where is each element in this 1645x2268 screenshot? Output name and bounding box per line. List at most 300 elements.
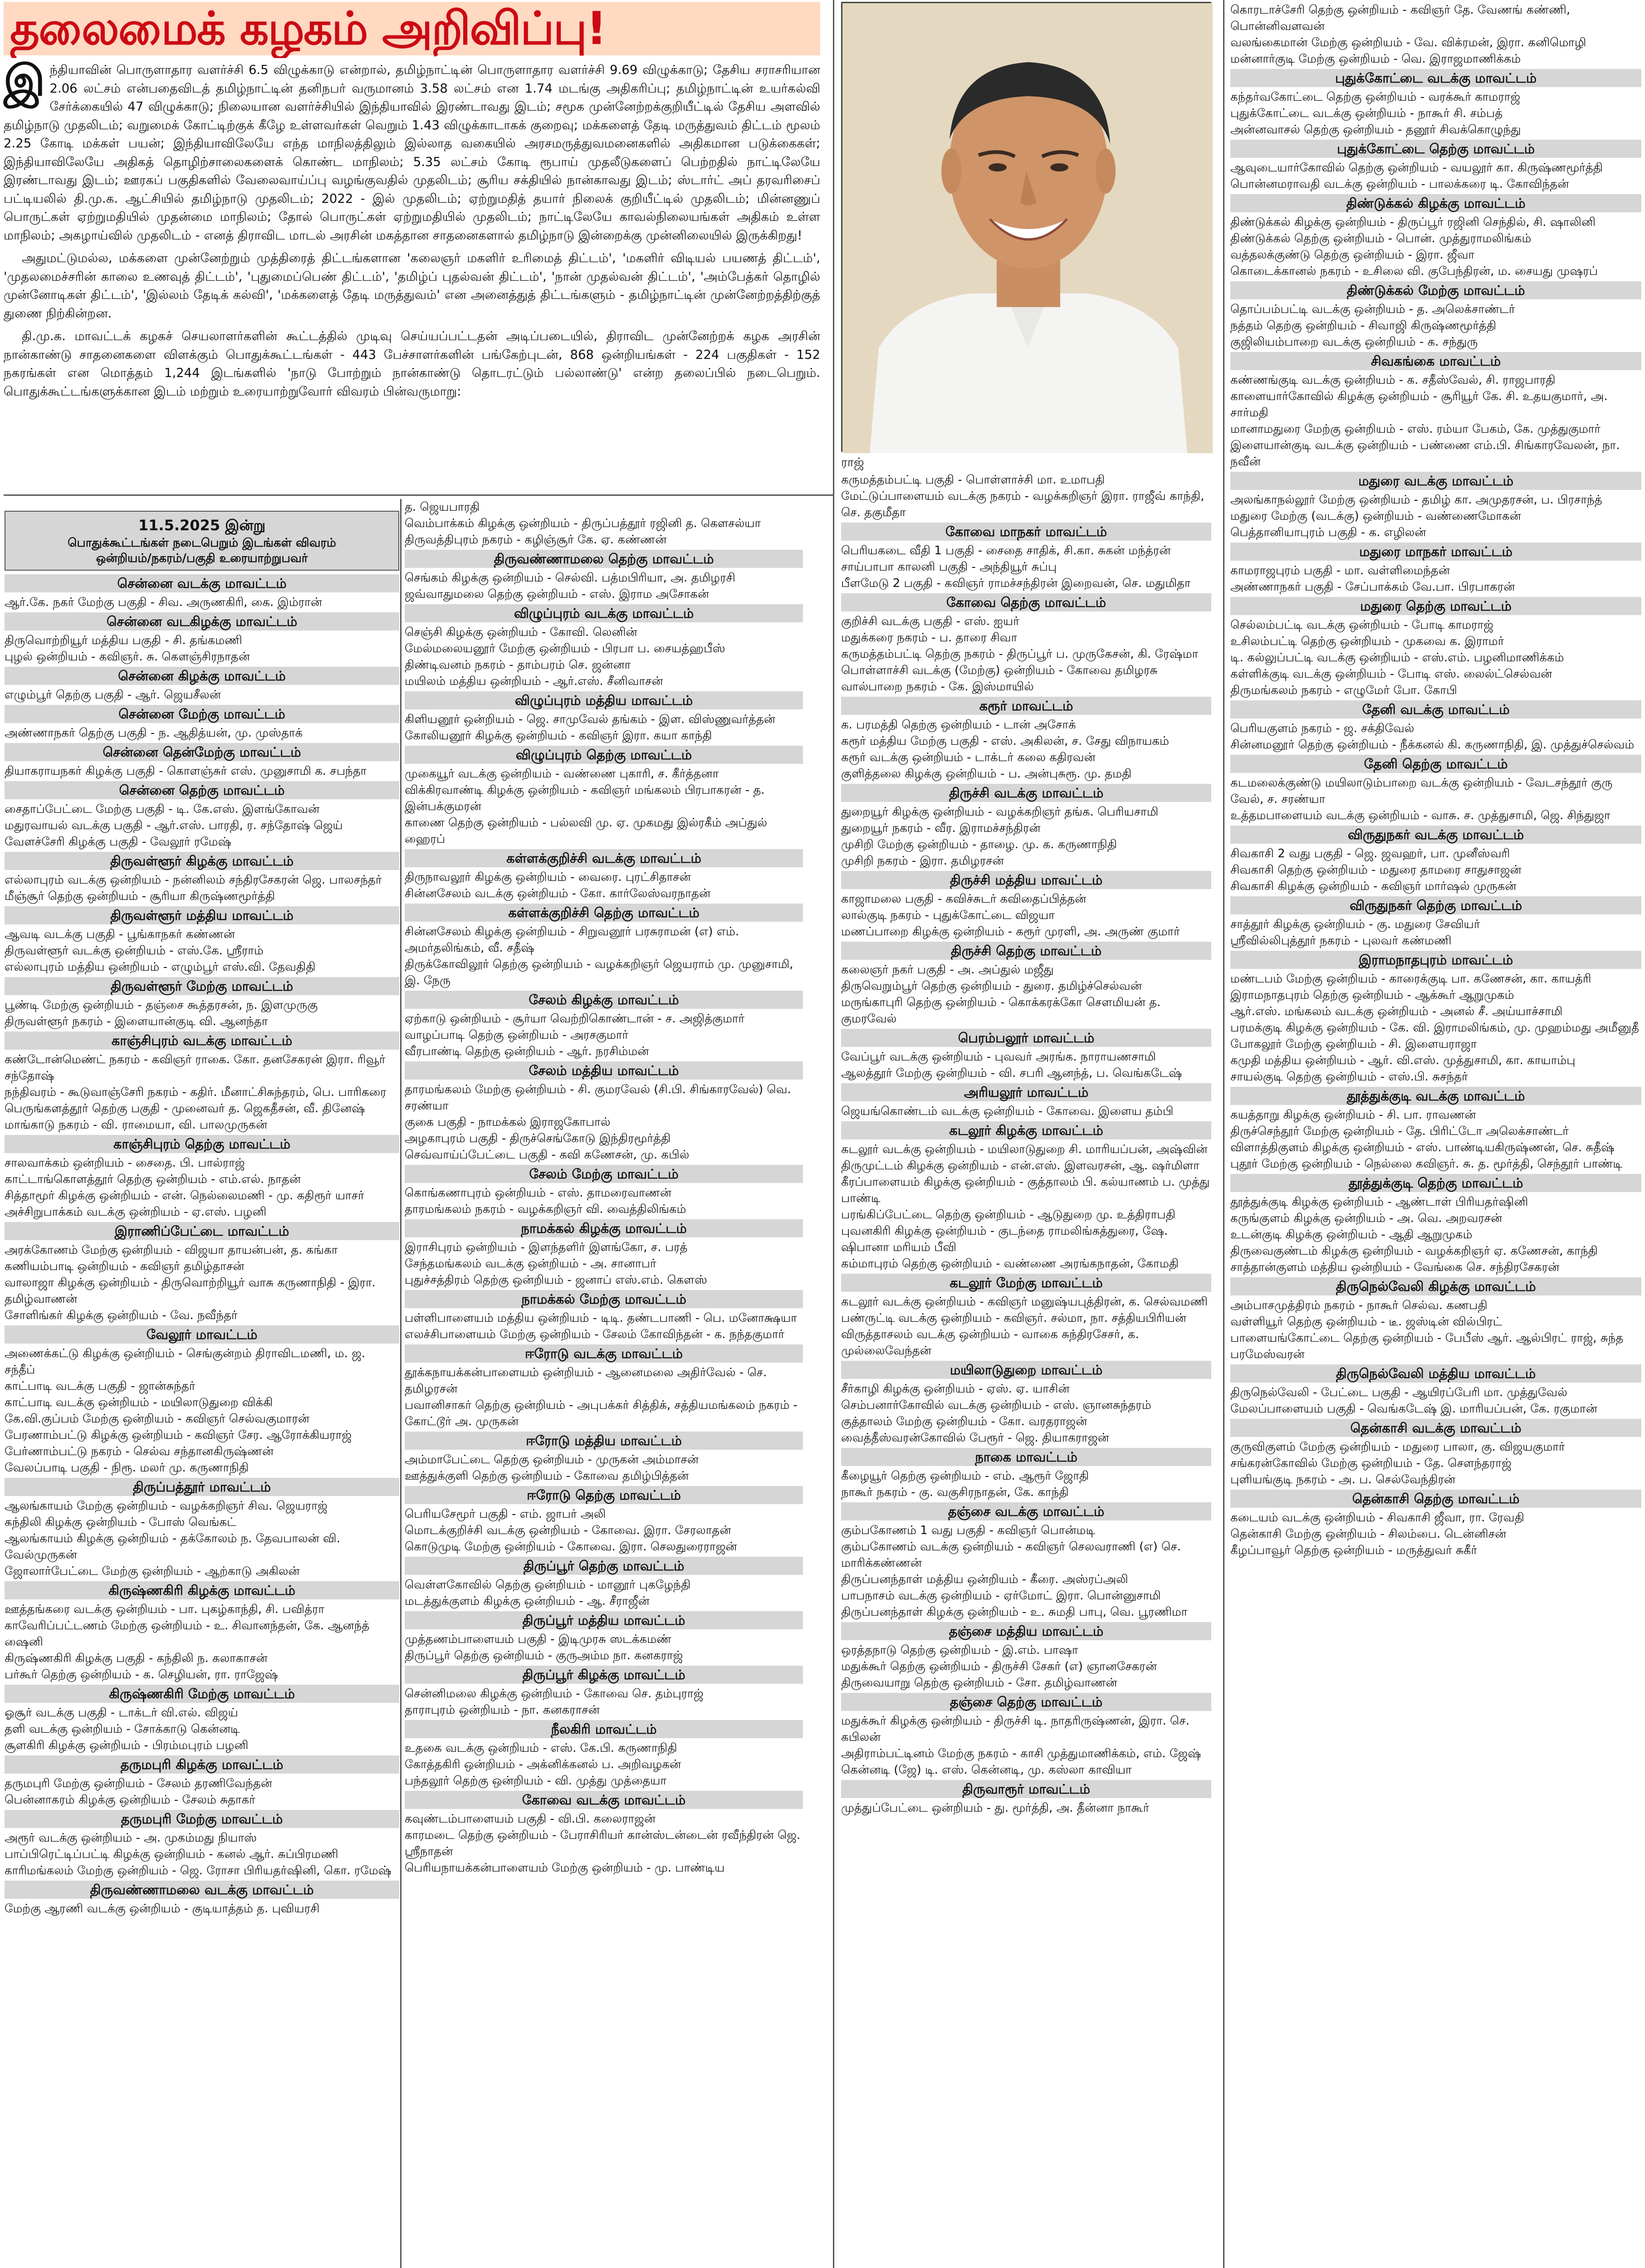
meeting-entry: குத்தாலம் மேற்கு ஒன்றியம் - கோ. வரதராஜன் <box>841 1415 1087 1428</box>
district-heading: விழுப்புரம் தெற்கு மாவட்டம் <box>405 746 803 764</box>
district-heading: திருவள்ளூர் மத்திய மாவட்டம் <box>5 906 399 924</box>
meeting-entry: பெரியகடை வீதி 1 பகுதி - சைதை சாதிக், சி.கா. சுகன் மந்த்ரன் <box>841 544 1171 557</box>
district-heading: அரியலூர் மாவட்டம் <box>841 1083 1211 1101</box>
meeting-entry: ஜோலார்பேட்டை மேற்கு ஒன்றியம் - ஆற்காடு அகிலன் <box>5 1564 300 1578</box>
meeting-entry: காரிமங்கலம் மேற்கு ஒன்றியம் - ஜெ. ரோசா பிரியதர்ஷினி, கொ. ரமேஷ் <box>5 1864 392 1877</box>
meeting-entry: ஆலத்தூர் மேற்கு ஒன்றியம் - வி. சபரி ஆனந்த், ப. வெங்கடேஷ் <box>841 1066 1182 1080</box>
meeting-entry: சாத்தூர் கிழக்கு ஒன்றியம் - கு. மதுரை சேவியர் <box>1230 918 1480 931</box>
meeting-entry: மணப்பாறை கிழக்கு ஒன்றியம் - கரூர் முரளி, அ. அருண் குமார் <box>841 925 1180 938</box>
meeting-entry: திருவொற்றியூர் மத்திய பகுதி - சி. தங்கமணி <box>5 634 242 647</box>
meeting-entry: முசிறி மேற்கு ஒன்றியம் - தாழை. மு. க. கருணாநிதி <box>841 838 1117 851</box>
meeting-entry: புளியங்குடி நகரம் - அ. ப. செல்வேந்திரன் <box>1230 1473 1456 1486</box>
meeting-entry: ஸ்ரீவில்லிபுத்தூர் நகரம் - புலவர் கண்மணி <box>1230 934 1452 948</box>
district-heading: மயிலாடுதுறை மாவட்டம் <box>841 1361 1211 1379</box>
photo-caption: ராஜ் <box>841 455 864 469</box>
district-heading: திருவள்ளூர் கிழக்கு மாவட்டம் <box>5 852 399 870</box>
district-heading: தஞ்சை மத்திய மாவட்டம் <box>841 1622 1211 1640</box>
intro-paragraph-1 <box>4 56 820 244</box>
meeting-entry: புதூர் மேற்கு ஒன்றியம் - நெல்லை கவிஞர். சு. த. மூர்த்தி, செந்தூர் பாண்டி <box>1230 1157 1622 1171</box>
meeting-entry: மதுரவாயல் வடக்கு பகுதி - ஆர்.எஸ். பாரதி, ர. சந்தோஷ் ஜெய் <box>5 819 343 832</box>
schedule-column-4 <box>1230 2 1641 2268</box>
meeting-entry: திருக்கோவிலூர் தெற்கு ஒன்றியம் - வழக்கறிஞர் ஜெயராம் மு. முனுசாமி, இ. நேரு <box>405 958 797 987</box>
district-heading: திருப்பத்தூர் மாவட்டம் <box>5 1478 399 1496</box>
meeting-entry: பவானிசாகர் தெற்கு ஒன்றியம் - அபுபக்கர் சித்திக், சத்தியமங்கலம் நகரம் - கோட்டூர் அ. முருகன் <box>405 1398 802 1428</box>
district-heading: சென்னை வடக்கு மாவட்டம் <box>5 574 399 592</box>
meeting-entry: திருவெறும்பூர் தெற்கு ஒன்றியம் - துரை. தமிழ்ச்செல்வன் <box>841 979 1142 993</box>
meeting-entry: திருவள்ளூர் நகரம் - இளையான்குடி வி. ஆனந்தா <box>5 1015 268 1028</box>
district-heading: இராமநாதபுரம் மாவட்டம் <box>1230 951 1641 969</box>
meeting-entry: காட்டாங்கொளத்தூர் தெற்கு ஒன்றியம் - எம்.எல். நாதன் <box>5 1173 301 1186</box>
meeting-entry: கருங்குளம் கிழக்கு ஒன்றியம் - அ. வெ. அறவரசன் <box>1230 1212 1503 1225</box>
district-heading: கள்ளக்குறிச்சி வடக்கு மாவட்டம் <box>405 849 803 867</box>
meeting-entry: வால்பாறை நகரம் - கே. இஸ்மாயில் <box>841 680 1034 694</box>
meeting-entry: அணைக்கட்டு கிழக்கு ஒன்றியம் - செங்குன்றம் திராவிடமணி, ம. ஜ. சந்தீப் <box>5 1347 369 1377</box>
district-heading: தென்காசி வடக்கு மாவட்டம் <box>1230 1419 1641 1437</box>
meeting-entry: திருச்செந்தூர் மேற்கு ஒன்றியம் - தே. பிரிட்டோ அலெக்சாண்டர் <box>1230 1124 1569 1138</box>
divider-horizontal <box>4 494 833 496</box>
meeting-entry: மேற்கு ஆரணி வடக்கு ஒன்றியம் - குடியாத்தம் த. புவியரசி <box>5 1902 320 1916</box>
meeting-entry: கமுதி மத்திய ஒன்றியம் - ஆர். வி.எஸ். முத்துசாமி, கா. காயாம்பு <box>1230 1054 1576 1067</box>
meeting-entry: வாழப்பாடி தெற்கு ஒன்றியம் - அரசகுமார் <box>405 1028 628 1042</box>
meeting-entry: ஓசூர் வடக்கு பகுதி - டாக்டர் வி.எல். விஜய் <box>5 1706 238 1720</box>
district-heading: திண்டுக்கல் மேற்கு மாவட்டம் <box>1230 281 1641 299</box>
meeting-entry: கீழையூர் தெற்கு ஒன்றியம் - எம். ஆரூர் ஜோதி <box>841 1469 1089 1483</box>
district-heading: காஞ்சிபுரம் தெற்கு மாவட்டம் <box>5 1135 399 1153</box>
meeting-entry: குளித்தலை கிழக்கு ஒன்றியம் - ப. அன்புசுரூ. மு. தமதி <box>841 767 1132 781</box>
meeting-entry: த. ஜெயபாரதி <box>405 500 480 514</box>
meeting-entry: உதகை வடக்கு ஒன்றியம் - எஸ். கே.பி. கருணாநிதி <box>405 1741 677 1755</box>
meeting-entry: கே.வி.குப்பம் மேற்கு ஒன்றியம் - கவிஞர் செல்வகுமாரன் <box>5 1412 310 1426</box>
meeting-entry: அச்சிறுபாக்கம் வடக்கு ஒன்றியம் - ஏ.எஸ். பழனி <box>5 1205 267 1219</box>
meeting-entry: செம்பனார்கோவில் வடக்கு ஒன்றியம் - எஸ். ஞானசுந்தரம் <box>841 1398 1151 1412</box>
meeting-entry: கள்ளிக்குடி வடக்கு ஒன்றியம் - போடி எஸ். லைல்ட்செல்வன் <box>1230 667 1552 681</box>
meeting-entry: வள்ளியூர் தெற்கு ஒன்றியம் - டீ. ஜஸ்டின் வில்பிரட் <box>1230 1315 1503 1329</box>
meeting-entry: சேந்தமங்கலம் வடக்கு ஒன்றியம் - அ. சானாபர் <box>405 1257 656 1271</box>
meeting-entry: சங்கரன்கோவில் மேற்கு ஒன்றியம் - தே. சௌந்தராஜ் <box>1230 1457 1512 1470</box>
meeting-entry: பெரியகுளம் நகரம் - ஜ. சக்திவேல் <box>1230 722 1415 735</box>
meeting-entry: பேர்ணாம்பட்டு நகரம் - செல்வ சந்தானகிருஷ்ணன் <box>5 1445 274 1458</box>
meeting-entry: கருமத்தம்பட்டி பகுதி - பொள்ளாச்சி மா. உமாபதி <box>841 473 1105 487</box>
schedule-date-title: 11.5.2025 இன்று <box>138 517 266 534</box>
district-heading: சேலம் கிழக்கு மாவட்டம் <box>405 991 803 1009</box>
meeting-entry: கிளியனூர் ஒன்றியம் - ஜெ. சாமுவேல் தங்கம் - இள. விஸ்ணுவர்த்தன் <box>405 713 775 726</box>
meeting-entry: காளையார்கோவில் கிழக்கு ஒன்றியம் - சூரியூர் கே. சி. உதயகுமார், அ. சார்மதி <box>1230 390 1611 420</box>
meeting-entry: மதுக்கூர் தெற்கு ஒன்றியம் - திருச்சி சேகர் (எ) ஞானசேகரன் <box>841 1660 1157 1673</box>
district-heading: புதுக்கோட்டை தெற்கு மாவட்டம் <box>1230 140 1641 158</box>
meeting-entry: குகை பகுதி - நாமக்கல் இராஜகோபால் <box>405 1115 611 1129</box>
meeting-entry: மருங்காபுரி தெற்கு ஒன்றியம் - கொக்கரக்கோ சௌமியன் த. குமரவேல் <box>841 996 1165 1026</box>
meeting-entry: இராமநாதபுரம் தெற்கு ஒன்றியம் - ஆக்கூர் ஆறுமுகம் <box>1230 988 1514 1002</box>
meeting-entry: குறிச்சி வடக்கு பகுதி - எஸ். ஐயர் <box>841 615 1019 628</box>
meeting-entry: தளி வடக்கு ஒன்றியம் - சோக்காடு கென்னடி <box>5 1722 240 1736</box>
meeting-entry: அண்ணாநகர் பகுதி - சேப்பாக்கம் வே.பா. பிரபாகரன் <box>1230 580 1515 594</box>
meeting-entry: மண்டபம் மேற்கு ஒன்றியம் - காரைக்குடி பா. கணேசன், கா. காயத்ரி <box>1230 972 1591 986</box>
meeting-entry: சின்னசேலம் கிழக்கு ஒன்றியம் - சிறுவனூர் பரசுராமன் (எ) எம். அமர்தலிங்கம், வீ. சதீஷ் <box>405 925 743 955</box>
meeting-entry: கடமலைக்குண்டு மயிலாடும்பாறை வடக்கு ஒன்றியம் - வேடசந்தூர் குரு வேல், ச. சரண்யா <box>1230 776 1616 806</box>
meeting-entry: ஆவடி வடக்கு பகுதி - பூங்காநகர் கண்ணன் <box>5 928 235 941</box>
meeting-entry: சின்னமனூர் தெற்கு ஒன்றியம் - நீக்கனல் கி. கருணாநிதி, இ. முத்துச்செல்வம் <box>1230 738 1635 752</box>
district-heading: திருநெல்வேலி மத்திய மாவட்டம் <box>1230 1364 1641 1383</box>
meeting-entry: செல்லம்பட்டி வடக்கு ஒன்றியம் - போடி காமராஜ் <box>1230 618 1493 632</box>
meeting-entry: திருநெல்வேலி - பேட்டை பகுதி - ஆயிரப்பேரி மா. முத்துவேல் <box>1230 1386 1567 1399</box>
meeting-entry: வேலப்பாடி பகுதி - நிரூ. மலர் மு. கருணாநிதி <box>5 1461 249 1475</box>
meeting-entry: கொடுமுடி மேற்கு ஒன்றியம் - கோவை. இரா. செலதுரைராஜன் <box>405 1540 737 1554</box>
meeting-entry: அம்மாபேட்டை தெற்கு ஒன்றியம் - முருகன் அம்மாசன் <box>405 1453 699 1466</box>
meeting-entry: மதுக்கூர் கிழக்கு ஒன்றியம் - திருச்சி டி. நாதரிருஷ்ணன், இரா. செ. கபிலன் <box>841 1714 1194 1744</box>
meeting-entry: தொப்பம்பட்டி வடக்கு ஒன்றியம் - த. அலெக்சாண்டர் <box>1230 303 1515 316</box>
meeting-entry: அரூர் வடக்கு ஒன்றியம் - அ. முகம்மது நியாஸ் <box>5 1831 257 1845</box>
district-heading: மதுரை தெற்கு மாவட்டம் <box>1230 597 1641 615</box>
district-heading: திருவாரூர் மாவட்டம் <box>841 1780 1211 1798</box>
meeting-entry: கம்மாபுரம் தெற்கு ஒன்றியம் - வண்ணை அரங்கநாதன், கோமதி <box>841 1257 1179 1271</box>
meeting-entry: மானாமதுரை மேற்கு ஒன்றியம் - எஸ். ரம்யா பேகம், கே. முத்துகுமார் <box>1230 422 1601 436</box>
meeting-entry: கரூர் வடக்கு ஒன்றியம் - டாக்டர் கலை கதிரவன் <box>841 751 1096 764</box>
meeting-entry: உடன்குடி கிழக்கு ஒன்றியம் - ஆதி ஆறுமுகம் <box>1230 1228 1473 1242</box>
district-heading: தூத்துக்குடி வடக்கு மாவட்டம் <box>1230 1087 1641 1105</box>
district-heading: தூத்துக்குடி தெற்கு மாவட்டம் <box>1230 1174 1641 1192</box>
meeting-entry: மன்னார்குடி மேற்கு ஒன்றியம் - வெ. இராஜமாணிக்கம் <box>1230 52 1521 66</box>
meeting-entry: பெரியநாயக்கன்பாளையம் மேற்கு ஒன்றியம் - மு. பாண்டிய <box>405 1861 725 1875</box>
district-heading: நாகை மாவட்டம் <box>841 1448 1211 1466</box>
meeting-entry: திருவள்ளூர் வடக்கு ஒன்றியம் - எஸ்.கே. ஸ்ரீராம் <box>5 944 264 958</box>
meeting-entry: கணியம்பாடி ஒன்றியம் - கவிஞர் தமிழ்தாசன் <box>5 1260 245 1273</box>
district-heading: விழுப்புரம் வடக்கு மாவட்டம் <box>405 604 803 622</box>
intro-paragraph-1-text: ந்தியாவின் பொருளாதார வளர்ச்சி 6.5 விழுக்காடு என்றால், தமிழ்நாட்டின் பொருளாதார வளர்ச்சி 9.69 விழுக்காடு; தேசிய சராசரியான 2.06 லட்சம் என்பதைவிடத் தமிழ்நாட்டின் தனிநபர் வருமானம் 3.58 லட்சம் என 1.74 மடங்கு அதிகரிப்பு; தமிழ்நாட்டின் உயர்கல்வி சேர்க்கையில் 47 விழுக்காடு; நிலையான வளர்ச்சியில் இந்தியாவில் இரண்டாவது இடம்; சமூக முன்னேற்றக்குறியீட்டில் தேசிய அளவில் தமிழ்நாடு முதலிடம்; வறுமைக் கோட்டிற்குக் கீழே உள்ளவர்கள் வெறும் 1.43 விழுக்காடாகக் குறைவு; மக்களைத் தேடி மருத்துவம் திட்டம் மூலம் 2.25 கோடி மக்கள் பயன்; இந்தியாவிலேயே எந்த மாநிலத்திலும் இல்லாத வகையில் அரசமருத்துவமனைகளில் அதிகமான படுக்கைகள்; இந்தியாவிலேயே அதிகத் தொழிற்சாலைகளைக் கொண்ட மாநிலம்; 5.35 லட்சம் கோடி ரூபாய் முதலீடுகளைப் பெற்றதில் நாட்டிலேயே இரண்டாவது இடம்; ஊரகப் பகுதிகளில் வேலைவாய்ப்பு வழங்குவதில் முதலிடம்; சூரிய சக்தியில் நான்காவது இடம்; ஸ்டார்ட் அப் தரவரிசைப் பட்டியலில் தி.மு.க. ஆட்சியில் தமிழ்நாடு முதலிடம்; 2022 - இல் முதலிடம்; ஏற்றுமதித் தயார் நிலைக் குறியீட்டில் முதலிடம்; மின்னணுப் பொருட்கள் ஏற்றுமதியில் முதன்மை மாநிலம்; தோல் பொருட்கள் ஏற்றுமதியில் முதலிடம்; நாட்டிலேயே காவல்நிலையங்கள் அதிகம் உள்ள மாநிலம்; அகழாய்வில் முதலிடம் - எனத் திராவிட மாடல் அரசின் மகத்தான சாதனைகளால் தமிழ்நாடு இன்றைக்கு முன்னிலையில் இருக்கிறது! <box>4 63 820 243</box>
meeting-entry: திண்டுக்கல் தெற்கு ஒன்றியம் - பொன். முத்துராமலிங்கம் <box>1230 232 1532 245</box>
meeting-entry: கிருஷ்ணகிரி கிழக்கு பகுதி - கந்திலி ந. கலாகாசன் <box>5 1652 268 1665</box>
meeting-entry: திருமங்கலம் நகரம் - எழுமேர் போ. கோபி <box>1230 684 1457 697</box>
meeting-entry: மொடக்குறிச்சி வடக்கு ஒன்றியம் - கோவை. இரா. சேரலாதன் <box>405 1524 731 1537</box>
meeting-entry: லால்குடி நகரம் - புதுக்கோட்டை விஜயா <box>841 909 1055 922</box>
district-heading: திருவண்ணாமலை தெற்கு மாவட்டம் <box>405 550 803 568</box>
meeting-entry: மேட்டுப்பாளையம் வடக்கு நகரம் - வழக்கறிஞர் இரா. ராஜீவ் காந்தி, செ. தகுமீதா <box>841 489 1208 519</box>
meeting-entry: குஜிலியம்பாறை வடக்கு ஒன்றியம் - க. சந்துரு <box>1230 335 1478 349</box>
district-heading: சேலம் மேற்கு மாவட்டம் <box>405 1165 803 1183</box>
meeting-entry: அலங்காநல்லூர் மேற்கு ஒன்றியம் - தமிழ் கா. அமுதரசன், ப. பிரசாந்த் <box>1230 493 1602 507</box>
district-heading: திருப்பூர் கிழக்கு மாவட்டம் <box>405 1666 803 1684</box>
meeting-entry: வீரபாண்டி தெற்கு ஒன்றியம் - ஆர். நரசிம்மன் <box>405 1045 649 1058</box>
meeting-entry: பண்ருட்டி வடக்கு ஒன்றியம் - கவிஞர். சல்மா, நா. சத்தியபிரியன் <box>841 1311 1187 1325</box>
district-heading: விழுப்புரம் மத்திய மாவட்டம் <box>405 691 803 709</box>
meeting-entry: பெத்தானியாபுரம் பகுதி - க. எழிலன் <box>1230 526 1426 539</box>
district-heading: கிருஷ்ணகிரி கிழக்கு மாவட்டம் <box>5 1581 399 1599</box>
meeting-entry: சாத்தான்குளம் மத்திய ஒன்றியம் - வேங்கை செ. சந்திரசேகரன் <box>1230 1261 1560 1274</box>
district-heading: தருமபுரி மேற்கு மாவட்டம் <box>5 1810 399 1828</box>
meeting-entry: மதுக்கரை நகரம் - ப. தாரை சிவா <box>841 631 1018 645</box>
meeting-entry: சைதாப்பேட்டை மேற்கு பகுதி - டி. கே.எஸ். இளங்கோவன் <box>5 802 320 816</box>
meeting-entry: வாலாஜா கிழக்கு ஒன்றியம் - திருவொற்றியூர் வாசு கருணாநிதி - இரா. தமிழ்வாணன் <box>5 1276 380 1306</box>
meeting-entry: விளாத்திகுளம் கிழக்கு ஒன்றியம் - எஸ். பாண்டியகிருஷ்ணன், செ. சுதீஷ் <box>1230 1141 1615 1154</box>
meeting-entry: சிவகாசி 2 வது பகுதி - ஜெ. ஜவஹர், பா. முனீஸ்வரி <box>1230 847 1510 860</box>
meeting-entry: திண்டிவனம் நகரம் - தாம்பரம் செ. ஜன்னா <box>405 658 631 672</box>
meeting-entry: கடையம் வடக்கு ஒன்றியம் - சிவகாசி ஜீவா, ரா. ரேவதி <box>1230 1511 1524 1525</box>
meeting-entry: தாரமங்கலம் மேற்கு ஒன்றியம் - சி. குமரவேல் (சி.பி. சிங்காரவேல்) வெ. சரண்யா <box>405 1083 795 1113</box>
meeting-entry: கடலூர் வடக்கு ஒன்றியம் - மயிலாடுதுறை சி. மாரியப்பன், அஷ்வின் <box>841 1143 1208 1156</box>
meeting-entry: இளையான்குடி வடக்கு ஒன்றியம் - பண்ணை எம்.பி. சிங்காரவேலன், நா. நவீன் <box>1230 439 1624 469</box>
district-heading: தென்காசி தெற்கு மாவட்டம் <box>1230 1490 1641 1508</box>
district-heading: வேலூர் மாவட்டம் <box>5 1325 399 1344</box>
schedule-header <box>5 511 399 571</box>
meeting-entry: உசிலம்பட்டி தெற்கு ஒன்றியம் - முகவை க. இராமர் <box>1230 635 1504 648</box>
district-heading: திருப்பூர் தெற்கு மாவட்டம் <box>405 1557 803 1575</box>
meeting-entry: ஜெயங்கொண்டம் வடக்கு ஒன்றியம் - கோவை. இளைய தம்பி <box>841 1105 1174 1118</box>
meeting-entry: பாபநாசம் வடக்கு ஒன்றியம் - ஏர்மோட் இரா. பொன்னுசாமி <box>841 1589 1161 1603</box>
meeting-entry: ஆர்.கே. நகர் மேற்கு பகுதி - சிவ. அருணகிரி, கை. இம்ரான் <box>5 596 322 609</box>
district-heading: ஈரோடு தெற்கு மாவட்டம் <box>405 1486 803 1504</box>
meeting-entry: பூண்டி மேற்கு ஒன்றியம் - தஞ்சை கூத்தரசன், ந. இளமுருகு <box>5 998 318 1012</box>
meeting-entry: திருப்பனந்தாள் கிழக்கு ஒன்றியம் - உ. சுமதி பாபு, வெ. பூரணிமா <box>841 1605 1188 1619</box>
column-divider-2 <box>833 0 834 2268</box>
meeting-entry: காரமடை தெற்கு ஒன்றியம் - பேராசிரியர் கான்ஸ்டன்டைன் ரவீந்திரன் ஜெ. ஸ்ரீநாதன் <box>405 1828 804 1858</box>
meeting-entry: சாயல்குடி தெற்கு ஒன்றியம் - எஸ்.பி. சுசந்தர் <box>1230 1070 1468 1084</box>
meeting-entry: அழகாபுரம் பகுதி - திருச்செங்கோடு இந்திரமூர்த்தி <box>405 1132 671 1145</box>
meeting-entry: நந்திவரம் - கூடுவாஞ்சேரி நகரம் - கதிர். மீனாட்சிசுந்தரம், பெ. பாரிகரை <box>5 1085 387 1099</box>
intro-paragraph-2: அதுமட்டுமல்ல, மக்களை முன்னேற்றும் முத்திரைத் திட்டங்களான 'கலைஞர் மகளிர் உரிமைத் திட்டம்', 'மகளிர் விடியல் பயணத் திட்டம்', 'முதலமைச்சரின் காலை உணவுத் திட்டம்', 'புதுமைப்பெண் திட்டம்', 'தமிழ்ப் புதல்வன் திட்டம்', 'நான் முதல்வன் திட்டம்', 'அம்பேத்கர் தொழில் முன்னோடிகள் திட்டம்', 'இல்லம் தேடிக் கல்வி', 'மக்களைத் தேடி மருத்துவம்' என அனைத்துத் திட்டங்களும் - தமிழ்நாட்டின் முன்னேற்றத்திற்குத் துணை நிற்கின்றன. <box>4 251 820 321</box>
district-heading: சென்னை கிழக்கு மாவட்டம் <box>5 667 399 685</box>
district-heading: தேனி தெற்கு மாவட்டம் <box>1230 755 1641 773</box>
schedule-column-labels: ஒன்றியம்/நகரம்/பகுதி உரையாற்றுபவர் <box>96 552 308 565</box>
meeting-entry: திருப்பூர் தெற்கு ஒன்றியம் - குருஅம்ம நா. கனகராஜ் <box>405 1649 683 1662</box>
meeting-entry: ஊத்தங்கரை வடக்கு ஒன்றியம் - பா. புகழ்காந்தி, சி. பவித்ரா <box>5 1603 325 1616</box>
meeting-entry: மடத்துக்குளம் கிழக்கு ஒன்றியம் - ஆ. சீராஜீன் <box>405 1594 650 1608</box>
meeting-entry: பாளையங்கோட்டை தெற்கு ஒன்றியம் - பேபீஸ் ஆர். ஆல்பிரட் ராஜ், சுந்த பரமேஸ்வரன் <box>1230 1331 1627 1361</box>
meeting-entry: ஆலங்காயம் கிழக்கு ஒன்றியம் - தக்கோலம் ந. தேவபாலன் வி. வேல்முருகன் <box>5 1532 344 1562</box>
meeting-entry: பெரியசேமூர் பகுதி - எம். ஜாபர் அலி <box>405 1507 606 1521</box>
meeting-entry: கந்தர்வகோட்டை தெற்கு ஒன்றியம் - வரக்கூர் காமராஜ் <box>1230 90 1520 104</box>
meeting-entry: பொன்னமராவதி வடக்கு ஒன்றியம் - பாலக்கரை டி. கோவிந்தன் <box>1230 177 1569 191</box>
meeting-entry: உத்தமபாளையம் வடக்கு ஒன்றியம் - வாசு. ச. முத்துசாமி, ஜெ. சிந்துஜா <box>1230 809 1611 822</box>
meeting-entry: புவனகிரி கிழக்கு ஒன்றியம் - குடந்தை ராமலிங்கத்துரை, ஷே. ஷிபானா மரியம் பீவி <box>841 1224 1172 1254</box>
district-heading: விருதுநகர் வடக்கு மாவட்டம் <box>1230 826 1641 844</box>
schedule-column-3 <box>841 472 1214 2268</box>
meeting-entry: வெம்பாக்கம் கிழக்கு ஒன்றியம் - திருப்பத்தூர் ரஜினி த. கௌசல்யா <box>405 517 761 530</box>
meeting-entry: எழும்பூர் தெற்கு பகுதி - ஆர். ஜெயசீலன் <box>5 688 221 702</box>
district-heading: தஞ்சை வடக்கு மாவட்டம் <box>841 1502 1211 1520</box>
district-heading: ஈரோடு மத்திய மாவட்டம் <box>405 1432 803 1450</box>
meeting-entry: மேல்மலையனூர் மேற்கு ஒன்றியம் - பிரபா ப. சையத்ஹபீஸ் <box>405 642 725 655</box>
meeting-entry: அதிராம்பட்டினம் மேற்கு நகரம் - காசி முத்துமாணிக்கம், எம். ஜேஷ் கென்னடி (ஜே) டி. எஸ். கென்னடி, மு. கஸ்லா காவியா <box>841 1747 1205 1777</box>
meeting-entry: காமராஜபுரம் பகுதி - மா. வள்ளிமைந்தன் <box>1230 564 1450 577</box>
meeting-entry: மீஞ்சூர் தெற்கு ஒன்றியம் - சூரியா கிருஷ்ணமூர்த்தி <box>5 890 275 903</box>
district-heading: கடலூர் கிழக்கு மாவட்டம் <box>841 1121 1211 1139</box>
meeting-entry: சிவகாசி தெற்கு ஒன்றியம் - மதுரை தாமரை சாதுசாஜன் <box>1230 863 1522 877</box>
meeting-entry: நத்தம் தெற்கு ஒன்றியம் - சிவாஜி கிருஷ்ணமூர்த்தி <box>1230 319 1497 332</box>
meeting-entry: பரமக்குடி கிழக்கு ஒன்றியம் - கே. வி. இராமலிங்கம், மு. முஹம்மது அமீனுதீ <box>1230 1021 1639 1035</box>
meeting-entry: அன்னவாசல் தெற்கு ஒன்றியம் - தனூர் சிவக்கொழுந்து <box>1230 123 1521 137</box>
district-heading: மதுரை வடக்கு மாவட்டம் <box>1230 472 1641 490</box>
column-divider-3 <box>1223 0 1224 2268</box>
schedule-subtitle: பொதுக்கூட்டங்கள் நடைபெறும் இடங்கள் விவரம் <box>68 536 336 550</box>
meeting-entry: துறையூர் நகரம் - வீர. இராமச்சந்திரன் <box>841 821 1041 835</box>
meeting-entry: செஞ்சி கிழக்கு ஒன்றியம் - கோவி. லெனின் <box>405 626 637 639</box>
district-heading: சென்னை தென்மேற்கு மாவட்டம் <box>5 743 399 761</box>
meeting-entry: திருநாவலூர் கிழக்கு ஒன்றியம் - வைரை. புரட்சிதாசன் <box>405 870 691 884</box>
meeting-entry: காஜாமலை பகுதி - கவிச்சுடர் கவிதைப்பித்தன் <box>841 892 1087 906</box>
meeting-entry: சிவகாசி கிழக்கு ஒன்றியம் - கவிஞர் மார்ஷல் முருகன் <box>1230 880 1517 893</box>
district-heading: சென்னை வடகிழக்கு மாவட்டம் <box>5 612 399 631</box>
district-heading: தருமபுரி கிழக்கு மாவட்டம் <box>5 1755 399 1774</box>
district-heading: புதுக்கோட்டை வடக்கு மாவட்டம் <box>1230 69 1641 87</box>
meeting-entry: மயிலம் மத்திய ஒன்றியம் - ஆர்.எஸ். சீனிவாசன் <box>405 675 663 688</box>
district-heading: சிவகங்கை மாவட்டம் <box>1230 352 1641 370</box>
meeting-entry: பொள்ளாச்சி வடக்கு (மேற்கு) ஒன்றியம் - கோவை தமிழரசு <box>841 664 1158 677</box>
meeting-entry: புதுக்கோட்டை வடக்கு ஒன்றியம் - நாகூர் சி. சம்பத் <box>1230 107 1503 120</box>
district-heading: கள்ளக்குறிச்சி தெற்கு மாவட்டம் <box>405 904 803 922</box>
meeting-entry: கீரப்பாளையம் கிழக்கு ஒன்றியம் - குத்தாலம் பி. கல்யாணம் ப. முத்து பாண்டி <box>841 1175 1214 1205</box>
meeting-entry: ஒரத்தநாடு தெற்கு ஒன்றியம் - இ.எம். பாஷா <box>841 1643 1078 1657</box>
meeting-entry: க. பரமத்தி தெற்கு ஒன்றியம் - டான் அசோக் <box>841 718 1076 732</box>
meeting-entry: வத்தலக்குண்டு தெற்கு ஒன்றியம் - இரா. ஜீவா <box>1230 248 1475 262</box>
meeting-entry: ஆவுடையார்கோவில் தெற்கு ஒன்றியம் - வயலூர் கா. கிருஷ்ணமூர்த்தி <box>1230 161 1603 175</box>
column-divider-1 <box>400 499 401 2268</box>
district-heading: சென்னை மேற்கு மாவட்டம் <box>5 705 399 723</box>
meeting-entry: கலைஞர் நகர் பகுதி - அ. அப்துல் மஜீது <box>841 963 1054 977</box>
schedule-list-2 <box>405 499 803 1876</box>
meeting-entry: கும்பகோணம் வடக்கு ஒன்றியம் - கவிஞர் செலவராணி (எ) செ. மாரிக்கண்ணன் <box>841 1540 1185 1570</box>
district-heading: பெரம்பலூர் மாவட்டம் <box>841 1029 1211 1047</box>
meeting-entry: கவுண்டம்பாளையம் பகுதி - வி.பி. கலைராஜன் <box>405 1812 656 1826</box>
meeting-entry: காவேரிப்பட்டணம் மேற்கு ஒன்றியம் - உ. சிவானந்தன், கே. ஆனந்த் ஷைனி <box>5 1619 373 1649</box>
meeting-entry: தருமபுரி மேற்கு ஒன்றியம் - சேலம் தரணிவேந்தன் <box>5 1777 272 1790</box>
district-heading: திருவள்ளூர் மேற்கு மாவட்டம் <box>5 977 399 995</box>
meeting-entry: பள்ளிபாளையம் மத்திய ஒன்றியம் - டிடி. தண்டபாணி - பெ. மனோக்ஷயா <box>405 1311 797 1325</box>
meeting-entry: முத்துப்பேட்டை ஒன்றியம் - து. மூர்த்தி, அ. தீன்னா நாகூர் <box>841 1801 1150 1815</box>
meeting-entry: திருமுட்டம் கிழக்கு ஒன்றியம் - என்.எஸ். இளவரசன், ஆ. ஷர்மிளா <box>841 1159 1199 1173</box>
meeting-entry: வேளச்சேரி கிழக்கு பகுதி - வேலூர் ரமேஷ் <box>5 835 231 849</box>
meeting-entry: கொரடாச்சேரி தெற்கு ஒன்றியம் - கவிஞர் தே. வேணங் கண்ணி, பொன்னிவளவன் <box>1230 3 1574 33</box>
meeting-entry: காணை தெற்கு ஒன்றியம் - பல்லவி மு. ஏ. முகமது இல்ரகீம் அப்துல் ஹைரப் <box>405 816 771 846</box>
intro-text <box>4 58 820 488</box>
dropcap-letter: இ <box>4 56 45 106</box>
meeting-entry: பென்னாகரம் கிழக்கு ஒன்றியம் - சேலம் சுதாகர் <box>5 1793 255 1807</box>
meeting-entry: மதுரை மேற்கு (வடக்கு) ஒன்றியம் - வண்ணைமோகன் <box>1230 509 1521 523</box>
meeting-entry: கீழப்பாவூர் தெற்கு ஒன்றியம் - மருத்துவர் சுகீர் <box>1230 1544 1477 1557</box>
district-heading: கடலூர் மேற்கு மாவட்டம் <box>841 1274 1211 1292</box>
district-heading: நாமக்கல் மேற்கு மாவட்டம் <box>405 1290 803 1308</box>
meeting-entry: கண்ணங்குடி வடக்கு ஒன்றியம் - க. சதீஸ்வேல், சி. ராஜபாரதி <box>1230 373 1556 387</box>
headline: தலைமைக் கழகம் அறிவிப்பு! <box>4 2 820 55</box>
meeting-entry: ஆலங்காயம் மேற்கு ஒன்றியம் - வழக்கறிஞர் சிவ. ஜெயராஜ் <box>5 1499 328 1513</box>
meeting-entry: பரங்கிப்பேட்டை தெற்கு ஒன்றியம் - ஆடுதுறை மு. உத்திராபதி <box>841 1208 1175 1222</box>
meeting-entry: தாராபுரம் ஒன்றியம் - நா. கனகராசன் <box>405 1703 600 1717</box>
meeting-entry: வேப்பூர் வடக்கு ஒன்றியம் - புவவர் அரங்க. நாராயணசாமி <box>841 1050 1156 1064</box>
meeting-entry: நாகூர் நகரம் - கு. வகுசிரநாதன், கே. காந்தி <box>841 1486 1069 1499</box>
district-heading: காஞ்சிபுரம் வடக்கு மாவட்டம் <box>5 1031 399 1050</box>
district-heading: திருச்சி தெற்கு மாவட்டம் <box>841 942 1211 960</box>
meeting-entry: டி. கல்லுப்பட்டி வடக்கு ஒன்றியம் - எஸ்.எம். பழனிமாணிக்கம் <box>1230 651 1564 665</box>
district-heading: திருச்சி வடக்கு மாவட்டம் <box>841 784 1211 802</box>
meeting-entry: திருப்பனந்தாள் மத்திய ஒன்றியம் - கீரை. அஸ்ரப்அலி <box>841 1573 1128 1586</box>
meeting-entry: வெள்ளகோவில் தெற்கு ஒன்றியம் - மானூர் புகழேந்தி <box>405 1578 691 1592</box>
district-heading: சென்னை தெற்கு மாவட்டம் <box>5 781 399 799</box>
meeting-entry: குருவிகுளம் மேற்கு ஒன்றியம் - மதுரை பாலா, கு. விஜயகுமார் <box>1230 1440 1565 1454</box>
meeting-entry: பாப்பிரெட்டிப்பட்டி கிழக்கு ஒன்றியம் - கனல் ஆர். சுப்பிரமணி <box>5 1848 338 1861</box>
meeting-entry: தூத்துக்குடி கிழக்கு ஒன்றியம் - ஆண்டாள் பிரியதர்ஷினி <box>1230 1195 1528 1209</box>
district-heading: கரூர் மாவட்டம் <box>841 697 1211 715</box>
district-heading: தஞ்சை தெற்கு மாவட்டம் <box>841 1693 1211 1711</box>
meeting-entry: இராசிபுரம் ஒன்றியம் - இளந்தளிர் இளங்கோ, ச. பரத் <box>405 1241 688 1254</box>
district-heading: ஈரோடு வடக்கு மாவட்டம் <box>405 1344 803 1363</box>
meeting-entry: புதுச்சத்திரம் தெற்கு ஒன்றியம் - ஜனாப் எஸ்.எம். கௌஸ் <box>405 1273 707 1287</box>
district-heading: திண்டுக்கல் கிழக்கு மாவட்டம் <box>1230 194 1641 212</box>
district-heading: திருநெல்வேலி கிழக்கு மாவட்டம் <box>1230 1277 1641 1295</box>
district-heading: விருதுநகர் தெற்கு மாவட்டம் <box>1230 896 1641 914</box>
district-heading: நீலகிரி மாவட்டம் <box>405 1720 803 1738</box>
schedule-list-1 <box>5 574 399 1917</box>
leader-portrait <box>841 2 1211 452</box>
meeting-entry: பேரணாம்பட்டு கிழக்கு ஒன்றியம் - கவிஞர் சேர. ஆரோக்கியராஜ் <box>5 1428 352 1442</box>
meeting-entry: கண்டோன்மெண்ட் நகரம் - கவிஞர் ராகை. கோ. தனசேகரன் இரா. ரிவூர் சந்தோஷ் <box>5 1053 389 1083</box>
meeting-entry: பீளமேடு 2 பகுதி - கவிஞர் ராமச்சந்திரன் இறைவன், செ. மதுமிதா <box>841 577 1191 590</box>
meeting-entry: ஜவ்வாதுமலை தெற்கு ஒன்றியம் - எஸ். இராம அசோகன் <box>405 587 709 601</box>
meeting-entry: போகலூர் மேற்கு ஒன்றியம் - சி. இளையராஜா <box>1230 1037 1477 1051</box>
portrait-illustration <box>842 3 1213 453</box>
meeting-entry: ஊத்துக்குளி தெற்கு ஒன்றியம் - கோவை தமிழ்பித்தன் <box>405 1469 689 1483</box>
meeting-entry: செவ்வாய்ப்பேட்டை பகுதி - கவி கணேசன், மு. கபில் <box>405 1148 690 1162</box>
meeting-entry: அம்பாசமுத்திரம் நகரம் - நாகூர் செல்வ. கணபதி <box>1230 1299 1488 1312</box>
meeting-entry: சீர்காழி கிழக்கு ஒன்றியம் - ஏஸ். ஏ. யாசின் <box>841 1382 1070 1396</box>
meeting-entry: எலச்சிபாளையம் மேற்கு ஒன்றியம் - சேலம் கோவிந்தன் - க. நந்தகுமார் <box>405 1328 785 1341</box>
meeting-entry: கும்பகோணம் 1 வது பகுதி - கவிஞர் பொன்மடி <box>841 1524 1096 1537</box>
meeting-entry: துறையூர் கிழக்கு ஒன்றியம் - வழக்கறிஞர் தங்க. பெரியசாமி <box>841 805 1159 819</box>
meeting-entry: திருவத்திபுரம் நகரம் - கழிஞ்சூர் கே. ஏ. கண்ணன் <box>405 533 667 547</box>
meeting-entry: கருமத்தம்பட்டி தெற்கு நகரம் - திருப்பூர் ப. முருகேசன், கி. ரேஷ்மா <box>841 647 1199 661</box>
meeting-entry: சாய்பாபா காலனி பகுதி - அந்தியூர் சுப்பு <box>841 560 1057 574</box>
district-heading: திருவண்ணாமலை வடக்கு மாவட்டம் <box>5 1881 399 1899</box>
district-heading: நாமக்கல் கிழக்கு மாவட்டம் <box>405 1219 803 1237</box>
meeting-entry: மேலப்பாளையம் பகுதி - வெங்கடேஷ் இ. மாரியப்பன், கே. ரகுமான் <box>1230 1402 1597 1416</box>
meeting-entry: தூக்கநாயக்கன்பாளையம் ஒன்றியம் - ஆனைமலை அதிர்வேல் - செ. தமிழரசன் <box>405 1366 771 1396</box>
district-heading: திருப்பூர் மத்திய மாவட்டம் <box>405 1611 803 1629</box>
meeting-entry: சோளிங்கர் கிழக்கு ஒன்றியம் - வே. நவீந்தர் <box>5 1309 238 1322</box>
meeting-entry: கந்திலி கிழக்கு ஒன்றியம் - போஸ் வெங்கட் <box>5 1515 236 1529</box>
meeting-entry: பந்தலூர் தெற்கு ஒன்றியம் - வி. முத்து முத்தையா <box>405 1774 667 1788</box>
meeting-entry: முசிறி நகரம் - இரா. தமிழரசன் <box>841 854 1004 868</box>
meeting-entry: திருவையாறு தெற்கு ஒன்றியம் - சோ. தமிழ்வாணன் <box>841 1676 1117 1690</box>
meeting-entry: முத்தணம்பாளையம் பகுதி - இடிமுரசு ஸடக்கமண் <box>405 1633 672 1646</box>
meeting-entry: கோத்தகிரி ஒன்றியம் - அக்னிக்கனல் ப. அறிவழகன் <box>405 1758 681 1771</box>
meeting-entry: எல்லாபுரம் மத்திய ஒன்றியம் - எழும்பூர் எஸ்.வி. தேவதிதி <box>5 960 316 974</box>
meeting-entry: அரக்கோணம் மேற்கு ஒன்றியம் - விஜயா தாயன்பன், த. கங்கா <box>5 1243 338 1257</box>
district-heading: கோவை தெற்கு மாவட்டம் <box>841 593 1211 611</box>
meeting-entry: ஏற்காடு ஒன்றியம் - சூர்யா வெற்றிகொண்டான் - ச. அஜித்குமார் <box>405 1012 745 1026</box>
meeting-entry: விருத்தாசலம் வடக்கு ஒன்றியம் - வாகை சுந்திரசேசர், க. முல்லைவேந்தன் <box>841 1328 1143 1358</box>
meeting-entry: கடலூர் வடக்கு ஒன்றியம் - கவிஞர் மனுஷ்யபுத்திரன், க. செல்வமணி <box>841 1295 1208 1309</box>
meeting-entry: எல்லாபுரம் வடக்கு ஒன்றியம் - நன்னிலம் சந்திரசேகரன் ஜெ. பாலசந்தர் <box>5 873 382 887</box>
schedule-column-2 <box>405 499 803 2268</box>
meeting-entry: மாங்காடு நகரம் - வி. ராமையா, வி. பாலமுருகன் <box>5 1118 268 1132</box>
intro-paragraph-3: தி.மு.க. மாவட்டக் கழகச் செயலாளர்களின் கூட்டத்தில் முடிவு செய்யப்பட்டதன் அடிப்படையில், திராவிட முன்னேற்றக் கழக அரசின் நான்காண்டு சாதனைகளை விளக்கும் பொதுக்கூட்டங்கள் - 443 பேச்சாளர்களின் பங்கேற்புடன், 868 ஒன்றியங்கள் - 224 பகுதிகள் - 152 நகரங்கள் என மொத்தம் 1,244 இடங்களில் 'நாடு போற்றும் நான்காண்டு தொடரட்டும் பல்லாண்டு' என்ற தலைப்பில் நடைபெறும். பொதுக்கூட்டங்களுக்கான இடம் மற்றும் உரையாற்றுவோர் விவரம் பின்வருமாறு: <box>4 329 820 399</box>
meeting-entry: வைத்தீஸ்வரன்கோவில் பேரூர் - ஜெ. தியாகராஜன் <box>841 1431 1109 1445</box>
meeting-entry: கரூர் மத்திய மேற்கு பகுதி - எஸ். அகிலன், ச. சேது விநாயகம் <box>841 734 1169 748</box>
meeting-entry: திருவைகுண்டம் கிழக்கு ஒன்றியம் - வழக்கறிஞர் ஏ. கணேசன், காந்தி <box>1230 1244 1598 1258</box>
district-heading: கிருஷ்ணகிரி மேற்கு மாவட்டம் <box>5 1685 399 1703</box>
meeting-entry: காட்பாடி வடக்கு ஒன்றியம் - மயிலாடுதுறை விக்கி <box>5 1396 273 1409</box>
district-heading: கோவை மாநகர் மாவட்டம் <box>841 523 1211 541</box>
meeting-entry: கயத்தாறு கிழக்கு ஒன்றியம் - சி. பா. ராவணன் <box>1230 1108 1476 1122</box>
district-heading: கோவை வடக்கு மாவட்டம் <box>405 1791 803 1809</box>
meeting-entry: கொடைக்கானல் நகரம் - உசிலை வி. குபேந்திரன், ம. சையது முஷரப் <box>1230 264 1598 278</box>
meeting-entry: சென்னிமலை கிழக்கு ஒன்றியம் - கோவை செ. தம்புராஜ் <box>405 1687 704 1701</box>
district-heading: இராணிப்பேட்டை மாவட்டம் <box>5 1222 399 1240</box>
meeting-entry: சூளகிரி கிழக்கு ஒன்றியம் - பிரம்மபுரம் பழனி <box>5 1739 249 1752</box>
meeting-entry: புழல் ஒன்றியம் - கவிஞர். சு. கெளஞ்சிரநாதன் <box>5 650 250 664</box>
meeting-entry: காட்பாடி வடக்கு பகுதி - ஜான்சுந்தர் <box>5 1379 196 1393</box>
meeting-entry: முகையூர் வடக்கு ஒன்றியம் - வண்ணை புகாரி, ச. கீர்த்தனா <box>405 767 719 781</box>
meeting-entry: திண்டுக்கல் கிழக்கு ஒன்றியம் - திருப்பூர் ரஜினி செந்தில், சி. ஷாலினி <box>1230 215 1596 229</box>
meeting-entry: கொங்கணாபுரம் ஒன்றியம் - எஸ். தாமரைவாணன் <box>405 1186 671 1200</box>
schedule-list-3 <box>841 472 1214 1816</box>
